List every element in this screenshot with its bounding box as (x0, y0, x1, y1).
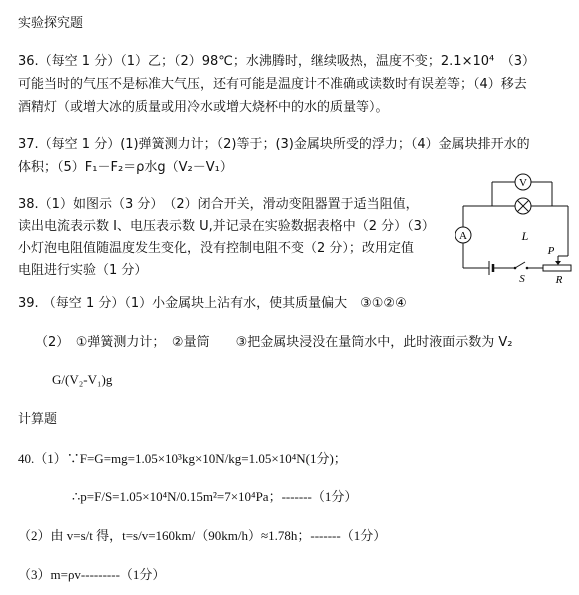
q39-line-1: 39. （每空 1 分）（1）小金属块上沾有水，使其质量偏大 ③①②④ (18, 296, 407, 311)
calc-section-title: 计算题 (18, 412, 58, 427)
switch-label: S (519, 273, 525, 285)
q36-line-3: 酒精灯（或增大冰的质量或用冷水或增大烧杯中的水的质量等）。 (18, 100, 389, 115)
q38-line-2: 读出电流表示数 I、电压表示数 U,并记录在实验数据表格中（2 分）（3） (18, 219, 435, 234)
switch-icon (514, 262, 529, 269)
slider-arrow-icon (555, 261, 561, 265)
q38-line-4: 电阻进行实验（1 分） (18, 263, 148, 278)
circuit-diagram (455, 166, 575, 286)
q40-line-2: ∴p=F/S=1.05×10⁴N/0.15m²=7×10⁴Pa；-------（1分） (72, 489, 358, 504)
voltmeter-label: V (519, 177, 527, 189)
ammeter (455, 227, 471, 243)
rheostat-label: R (555, 274, 563, 286)
q36-line-2: 可能当时的气压不是标准大气压，还有可能是温度计不准确或读数时有误差等；（4）移去 (18, 77, 527, 92)
rheostat (543, 265, 571, 271)
q40-line-4: （3）m=ρv---------（1分） (18, 567, 166, 582)
q37-line-2: 体积；（5）F₁－F₂＝ρ水g（V₂－V₁） (18, 160, 233, 175)
q36-line-1: 36.（每空 1 分）（1）乙；（2）98℃；水沸腾时，继续吸热，温度不变；2.1×10⁴ （3） (18, 54, 535, 69)
battery-icon (489, 261, 493, 275)
q39-line-3: G/(V₂-V₁)g (52, 372, 113, 387)
q37-line-1: 37.（每空 1 分）(1)弹簧测力计；（2)等于；(3)金属块所受的浮力；（4）金属块排开水的 (18, 137, 530, 152)
experiment-section-title: 实验探究题 (18, 16, 84, 31)
q40-line-3: （2）由 v=s/t 得，t=s/v=160km/（90km/h）≈1.78h；-------（1分） (18, 528, 387, 543)
slider-label: P (547, 245, 555, 257)
lamp-icon (515, 198, 531, 214)
q38-line-1: 38.（1）如图示（3 分） （2）闭合开关，滑动变阻器置于适当阻值， (18, 197, 419, 212)
lamp-label: L (521, 229, 529, 243)
voltmeter (515, 174, 531, 190)
ammeter-label: A (459, 230, 467, 242)
q40-line-1: 40.（1）∵F=G=mg=1.05×10³kg×10N/kg=1.05×10⁴N(1分)； (18, 451, 347, 466)
q39-line-2: （2） ①弹簧测力计； ②量筒 ③把金属块浸没在量筒水中，此时液面示数为 V₂ (35, 335, 513, 350)
q38-line-3: 小灯泡电阻值随温度发生变化，没有控制电阻不变（2 分）；改用定值 (18, 241, 414, 256)
